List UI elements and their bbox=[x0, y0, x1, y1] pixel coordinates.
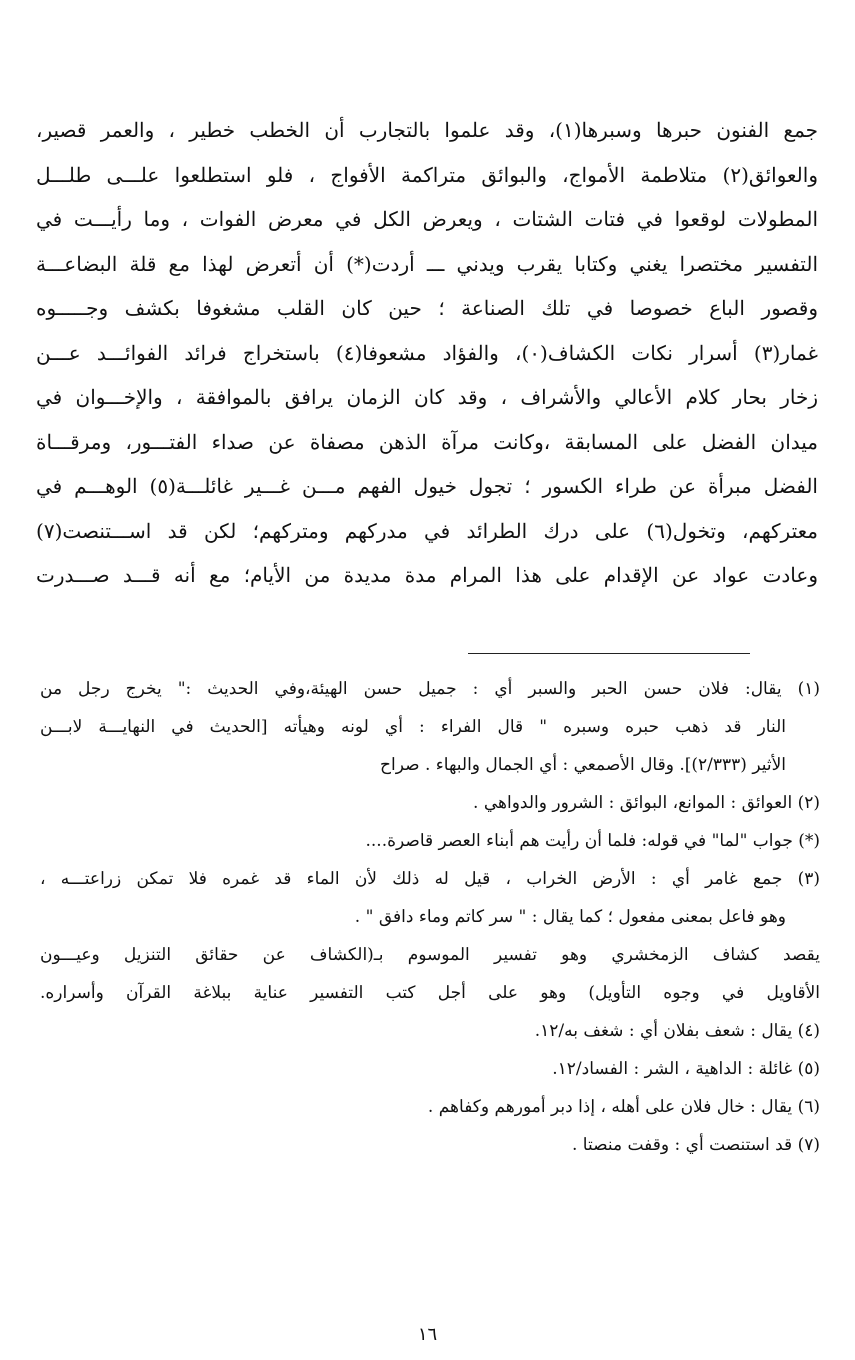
text-line: وعادت عواد عن الإقدام على هذا المرام مدة مديدة من الأيام؛ مع أنه قـــد صـــدرت bbox=[36, 563, 818, 587]
footnote-line: (٦) يقال : خال فلان على أهله ، إذا دبر أمورهم وكفاهم . bbox=[427, 1097, 820, 1117]
text-line: زخار بحار كلام الأعالي والأشراف ، وقد كان الزمان يرافق بالموافقة ، والإخـــوان في bbox=[36, 385, 818, 409]
text-line: وقصور الباع خصوصا في تلك الصناعة ؛ حين كان القلب مشغوفا بكشف وجـــــوه bbox=[36, 296, 818, 320]
footnotes-block bbox=[40, 670, 820, 1164]
text-line: معتركهم، وتخول(٦) على درك الطرائد في مدركهم ومتركهم؛ لكن قد اســـتنصت(٧) bbox=[36, 518, 818, 543]
page-number: ١٦ bbox=[417, 1324, 438, 1345]
footnote-line: (٥) غائلة : الداهية ، الشر : الفساد/١٢. bbox=[552, 1059, 820, 1079]
footnote-line: (٧) قد استنصت أي : وقفت منصتا . bbox=[571, 1135, 820, 1155]
text-line: الفضل مبرأة عن طراء الكسور ؛ تجول خيول الفهم مـــن غـــير غائلـــة(٥) الوهـــم في bbox=[36, 474, 818, 498]
footnote-line: وهو فاعل بمعنى مفعول ؛ كما يقال : " سر كاتم وماء دافق " . bbox=[354, 907, 786, 927]
footnote-line: (٢) العوائق : الموانع، البوائق : الشرور والدواهي . bbox=[473, 793, 820, 813]
footnote-line: (٣) جمع غامر أي : الأرض الخراب ، قيل له ذلك لأن الماء قد غمره فلا تمكن زراعتـــه ، bbox=[40, 869, 820, 889]
text-line: غمار(٣) أسرار نكات الكشاف(٠)، والفؤاد مشعوفا(٤) باستخراج فرائد الفوائـــد عـــن bbox=[36, 340, 818, 365]
footnote-line: الأقاويل في وجوه التأويل) وهو على أجل كتب التفسير عناية ببلاغة القرآن وأسراره. bbox=[40, 983, 820, 1003]
text-line: المطولات لوقعوا في فتات الشتات ، ويعرض الكل في معرض الفوات ، وما رأيـــت في bbox=[36, 207, 818, 231]
footnote-separator bbox=[468, 653, 750, 654]
footnote-line: (٤) يقال : شعف بفلان أي : شغف به/١٢. bbox=[534, 1021, 820, 1041]
footnote-line: (١) يقال: فلان حسن الحبر والسبر أي : جميل حسن الهيئة،وفي الحديث :" يخرج رجل من bbox=[40, 679, 820, 699]
footnote-line: النار قد ذهب حبره وسبره " قال الفراء : أي لونه وهيأته [الحديث في النهايـــة لابـــن bbox=[40, 717, 786, 737]
text-line: والعوائق(٢) متلاطمة الأمواج، والبوائق متراكمة الأفواج ، فلو استطلعوا علـــى طلـــل bbox=[36, 162, 818, 187]
text-line: التفسير مختصرا يغني وكتابا يقرب ويدني ـــ أردت(*) أن أتعرض لهذا مع قلة البضاعـــة bbox=[36, 251, 818, 276]
text-line: جمع الفنون حبرها وسبرها(١)، وقد علموا بالتجارب أن الخطب خطير ، والعمر قصير، bbox=[36, 118, 818, 142]
text-line: ميدان الفضل على المسابقة ،وكانت مرآة الذهن مصفاة عن صداء الفتـــور، ومرقـــاة bbox=[36, 429, 818, 454]
footnote-line: (*) جواب "لما" في قوله: فلما أن رأيت هم أبناء العصر قاصرة.... bbox=[365, 831, 820, 851]
footnote-line: يقصد كشاف الزمخشري وهو تفسير الموسوم بـ(الكشاف عن حقائق التنزيل وعيـــون bbox=[40, 945, 820, 965]
footnote-line: الأثير (٢/٣٣٣)]. وقال الأصمعي : أي الجمال والبهاء . صراح bbox=[380, 755, 786, 775]
main-text-block bbox=[36, 108, 818, 598]
